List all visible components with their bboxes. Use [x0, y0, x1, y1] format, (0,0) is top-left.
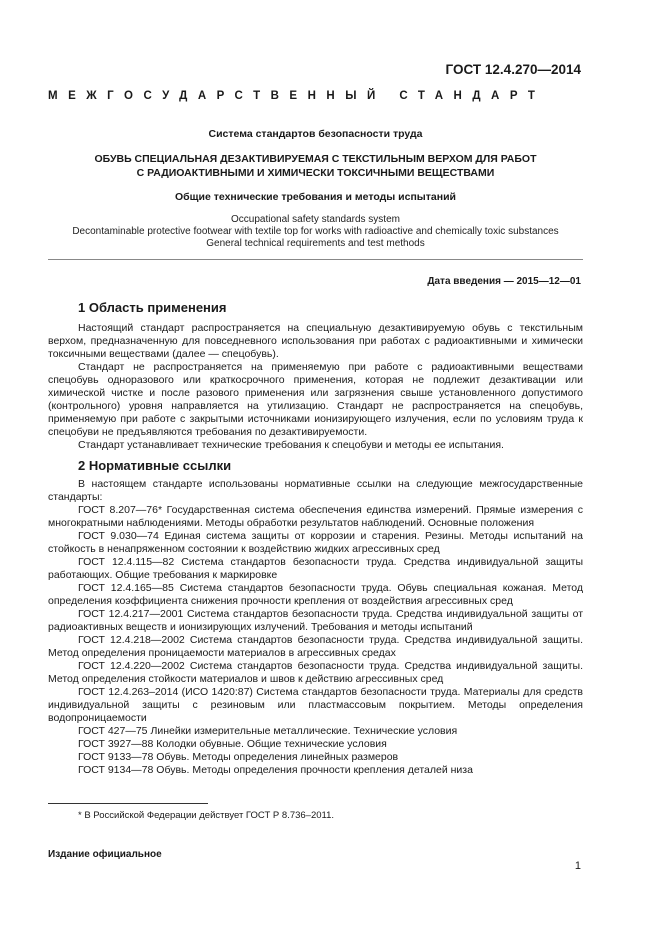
- reference-item: ГОСТ 9134—78 Обувь. Методы определения прочности крепления деталей низа: [78, 764, 473, 776]
- english-title-line-2: Decontaminable protective footwear with textile top for works with radioactive and chemically toxic substances: [72, 226, 559, 237]
- reference-item: ГОСТ 12.4.220—2002 Система стандартов безопасности труда. Средства индивидуальной защиты. Метод определения стойкости материалов и швов к действию агрессивных сред: [48, 660, 583, 685]
- sub-title: Общие технические требования и методы испытаний: [175, 191, 456, 203]
- paragraph: Стандарт устанавливает технические требования к спецобуви и методы ее испытания.: [78, 439, 504, 451]
- reference-item: ГОСТ 12.4.218—2002 Система стандартов безопасности труда. Средства индивидуальной защиты. Метод определения проницаемости материалов в агрессивных средах: [48, 634, 583, 659]
- divider: [48, 259, 583, 260]
- edition-label: Издание официальное: [48, 849, 162, 860]
- main-title-line-1: ОБУВЬ СПЕЦИАЛЬНАЯ ДЕЗАКТИВИРУЕМАЯ С ТЕКСТИЛЬНЫМ ВЕРХОМ ДЛЯ РАБОТ: [94, 153, 537, 165]
- reference-item: ГОСТ 9.030—74 Единая система защиты от коррозии и старения. Резины. Методы испытаний на стойкость в ненапряженном состоянии к воздействию жидких агрессивных сред: [48, 530, 583, 555]
- page-number: 1: [574, 860, 581, 872]
- reference-item: ГОСТ 3927—88 Колодки обувные. Общие технические условия: [78, 738, 387, 750]
- interstate-standard-label: МЕЖГОСУДАРСТВЕННЫЙ СТАНДАРТ: [48, 90, 546, 102]
- main-title-line-2: С РАДИОАКТИВНЫМИ И ХИМИЧЕСКИ ТОКСИЧНЫМИ ВЕЩЕСТВАМИ: [136, 167, 495, 179]
- reference-item: ГОСТ 427—75 Линейки измерительные металлические. Технические условия: [78, 725, 458, 737]
- section-1-heading: 1 Область применения: [78, 300, 227, 315]
- system-title: Система стандартов безопасности труда: [208, 128, 423, 140]
- paragraph: Настоящий стандарт распространяется на специальную дезактивируемую обувь с текстильным верхом, предназначенную для повседневного использования при работах с радиоактивными и химически токсичными веществами (далее — спецобувь).: [48, 322, 583, 360]
- reference-item: ГОСТ 12.4.263–2014 (ИСО 1420:87) Система стандартов безопасности труда. Материалы для средств индивидуальной защиты с резиновым или пластмассовым покрытием. Методы определения водопроницаемости: [48, 686, 583, 724]
- reference-item: ГОСТ 12.4.217—2001 Система стандартов безопасности труда. Средства индивидуальной защиты от радиоактивных веществ и ионизирующих излучений. Требования и методы испытаний: [48, 608, 583, 633]
- reference-item: ГОСТ 12.4.165—85 Система стандартов безопасности труда. Обувь специальная кожаная. Метод определения коэффициента снижения прочности крепления от воздействия агрессивных сред: [48, 582, 583, 607]
- paragraph: В настоящем стандарте использованы нормативные ссылки на следующие межгосударственные стандарты:: [48, 478, 583, 503]
- section-2-body: [48, 478, 583, 777]
- main-title: [48, 152, 583, 180]
- footnote: * В Российской Федерации действует ГОСТ Р 8.736–2011.: [78, 810, 335, 821]
- reference-item: ГОСТ 9133—78 Обувь. Методы определения линейных размеров: [78, 751, 399, 763]
- section-1-body: [48, 322, 583, 452]
- section-2-heading: 2 Нормативные ссылки: [78, 458, 232, 473]
- english-title: [48, 214, 583, 250]
- english-title-line-3: General technical requirements and test methods: [206, 238, 425, 249]
- reference-item: ГОСТ 8.207—76* Государственная система обеспечения единства измерений. Прямые измерения с многократными наблюдениями. Методы обработки результатов наблюдений. Основные положения: [48, 504, 583, 529]
- reference-item: ГОСТ 12.4.115—82 Система стандартов безопасности труда. Средства индивидуальной защиты работающих. Общие требования к маркировке: [48, 556, 583, 581]
- english-title-line-1: Occupational safety standards system: [231, 214, 400, 225]
- paragraph: Стандарт не распространяется на применяемую при работе с радиоактивными веществами спецобувь одноразового или краткосрочного применения, которая не подлежит дезактивации или химической чистке и после разового применения или загрязнения свыше установленного допустимого (контрольного) уровня направляется на утилизацию. Стандарт не распространяется на спецобувь, применяемую при работе с закрытыми источниками ионизирующего излучения, если по условиям труда к спецобуви не предъявляются требования по дезактивируемости.: [48, 361, 583, 438]
- standard-code: ГОСТ 12.4.270—2014: [445, 62, 581, 77]
- footnote-divider: [48, 803, 208, 804]
- introduction-date: Дата введения — 2015—12—01: [427, 276, 581, 287]
